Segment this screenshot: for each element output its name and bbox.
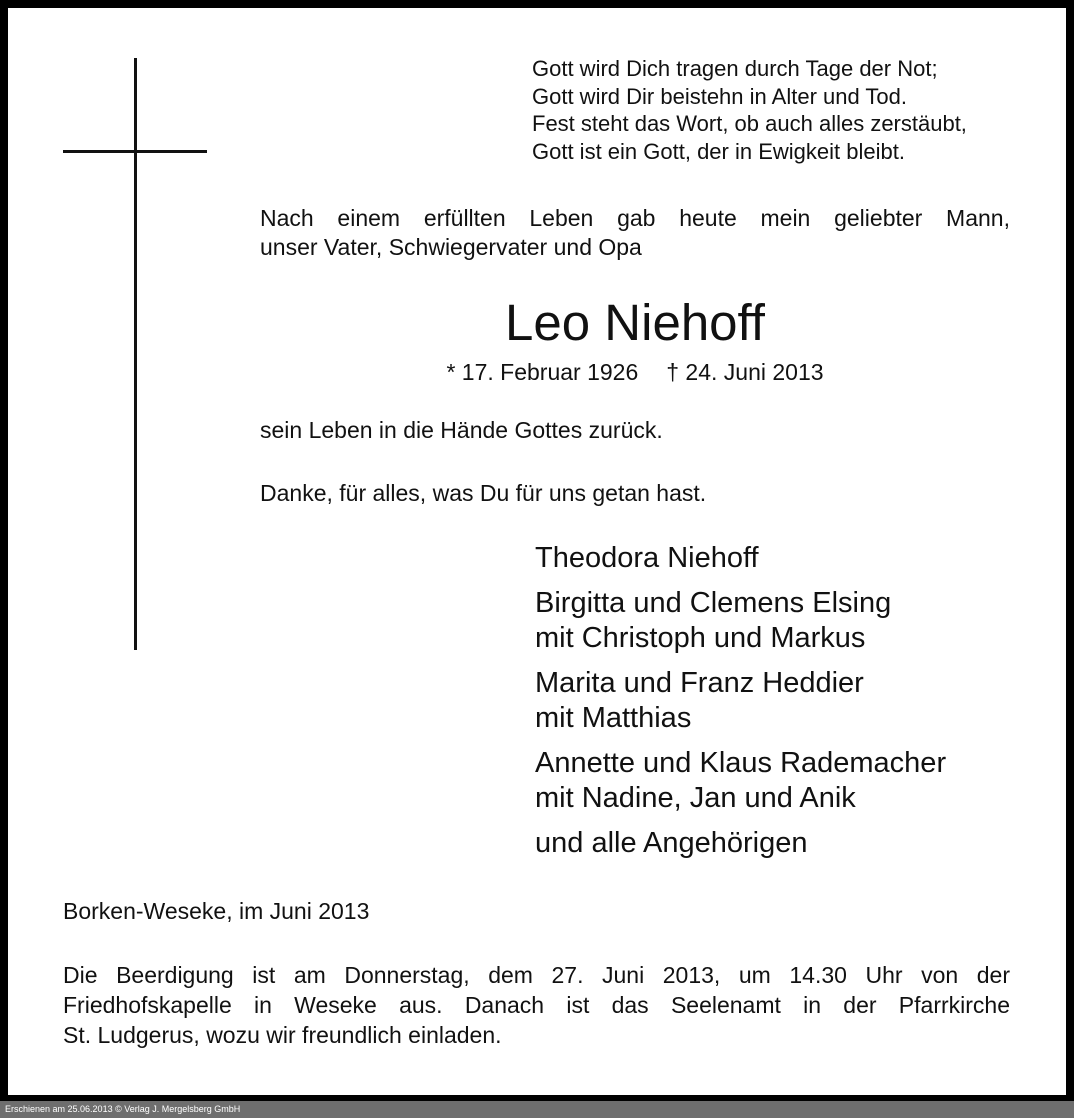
mourner-line: mit Christoph und Markus (535, 622, 866, 654)
cross-icon-crossbar (63, 150, 207, 153)
place-date: Borken-Weseke, im Juni 2013 (63, 898, 370, 924)
closing-line: sein Leben in die Hände Gottes zurück. (260, 417, 663, 443)
poem-line: Gott ist ein Gott, der in Ewigkeit bleibt. (532, 138, 905, 164)
mourner-line: Marita und Franz Heddier (535, 667, 864, 699)
obituary-notice (8, 8, 1066, 1095)
mourner-line: Birgitta und Clemens Elsing (535, 587, 892, 619)
mourner-group (535, 666, 1055, 736)
intro-text (260, 204, 1010, 262)
birth-date: * 17. Februar 1926 (446, 359, 639, 385)
thanks-line: Danke, für alles, was Du für uns getan hast. (260, 480, 707, 506)
poem-line: Fest steht das Wort, ob auch alles zerstäubt, (532, 111, 967, 136)
mourner-group (535, 826, 1055, 861)
mourner-line: Annette und Klaus Rademacher (535, 747, 947, 779)
mourner-line: und alle Angehörigen (535, 827, 808, 859)
funeral-line: St. Ludgerus, wozu wir freundlich einladen. (63, 1022, 502, 1048)
poem-verse (532, 55, 1052, 165)
mourners-list (535, 541, 1055, 871)
publication-credit: Erschienen am 25.06.2013 © Verlag J. Mergelsberg GmbH (5, 1104, 241, 1114)
mourner-group (535, 541, 1055, 576)
mourner-line: mit Matthias (535, 702, 692, 734)
mourner-group (535, 586, 1055, 656)
cross-icon (134, 58, 137, 650)
intro-line: unser Vater, Schwiegervater und Opa (260, 234, 642, 260)
funeral-line: Friedhofskapelle in Weseke aus. Danach ist das Seelenamt in der Pfarrkirche (63, 992, 1010, 1018)
death-date: † 24. Juni 2013 (666, 359, 824, 385)
poem-line: Gott wird Dir beistehn in Alter und Tod. (532, 83, 908, 109)
footer-bar (0, 1101, 1074, 1118)
mourner-line: mit Nadine, Jan und Anik (535, 782, 856, 814)
life-dates (260, 358, 1010, 387)
mourner-line: Theodora Niehoff (535, 542, 759, 574)
funeral-info (63, 960, 1010, 1050)
poem-line: Gott wird Dich tragen durch Tage der Not; (532, 56, 938, 81)
deceased-name: Leo Niehoff (505, 294, 765, 351)
intro-line: Nach einem erfüllten Leben gab heute mein geliebter Mann, (260, 205, 1010, 231)
mourner-group (535, 746, 1055, 816)
funeral-line: Die Beerdigung ist am Donnerstag, dem 27. Juni 2013, um 14.30 Uhr von der (63, 962, 1010, 988)
